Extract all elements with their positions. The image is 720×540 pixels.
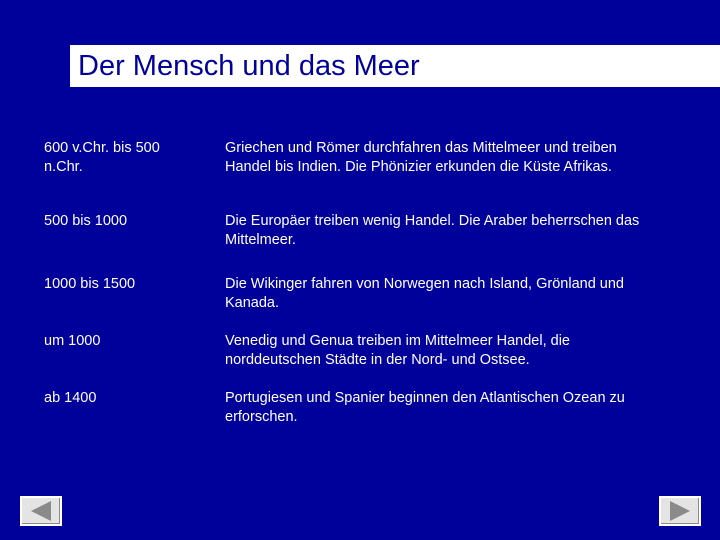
timeline-period: 1000 bis 1500 (44, 276, 136, 292)
timeline-period: 600 v.Chr. bis 500 n.Chr. (44, 140, 160, 175)
timeline-description: Venedig und Genua treiben im Mittelmeer Handel, die norddeutschen Städte in der Nord- und Ostsee. (225, 333, 570, 368)
triangle-left-icon (22, 498, 60, 524)
next-slide-button[interactable] (659, 496, 701, 526)
timeline-description: Griechen und Römer durchfahren das Mittelmeer und treiben Handel bis Indien. Die Phönizier erkunden die Küste Afrikas. (225, 140, 617, 175)
timeline-description: Die Europäer treiben wenig Handel. Die Araber beherrschen das Mittelmeer. (225, 213, 640, 248)
timeline-description: Portugiesen und Spanier beginnen den Atlantischen Ozean zu erforschen. (225, 390, 625, 425)
timeline-period: um 1000 (44, 333, 101, 349)
previous-slide-button[interactable] (20, 496, 62, 526)
timeline-description: Die Wikinger fahren von Norwegen nach Island, Grönland und Kanada. (225, 276, 624, 311)
timeline-period: ab 1400 (44, 390, 97, 406)
triangle-right-icon (661, 498, 699, 524)
page-title: Der Mensch und das Meer (78, 50, 420, 82)
timeline-period: 500 bis 1000 (44, 213, 128, 229)
title-banner (70, 45, 720, 87)
